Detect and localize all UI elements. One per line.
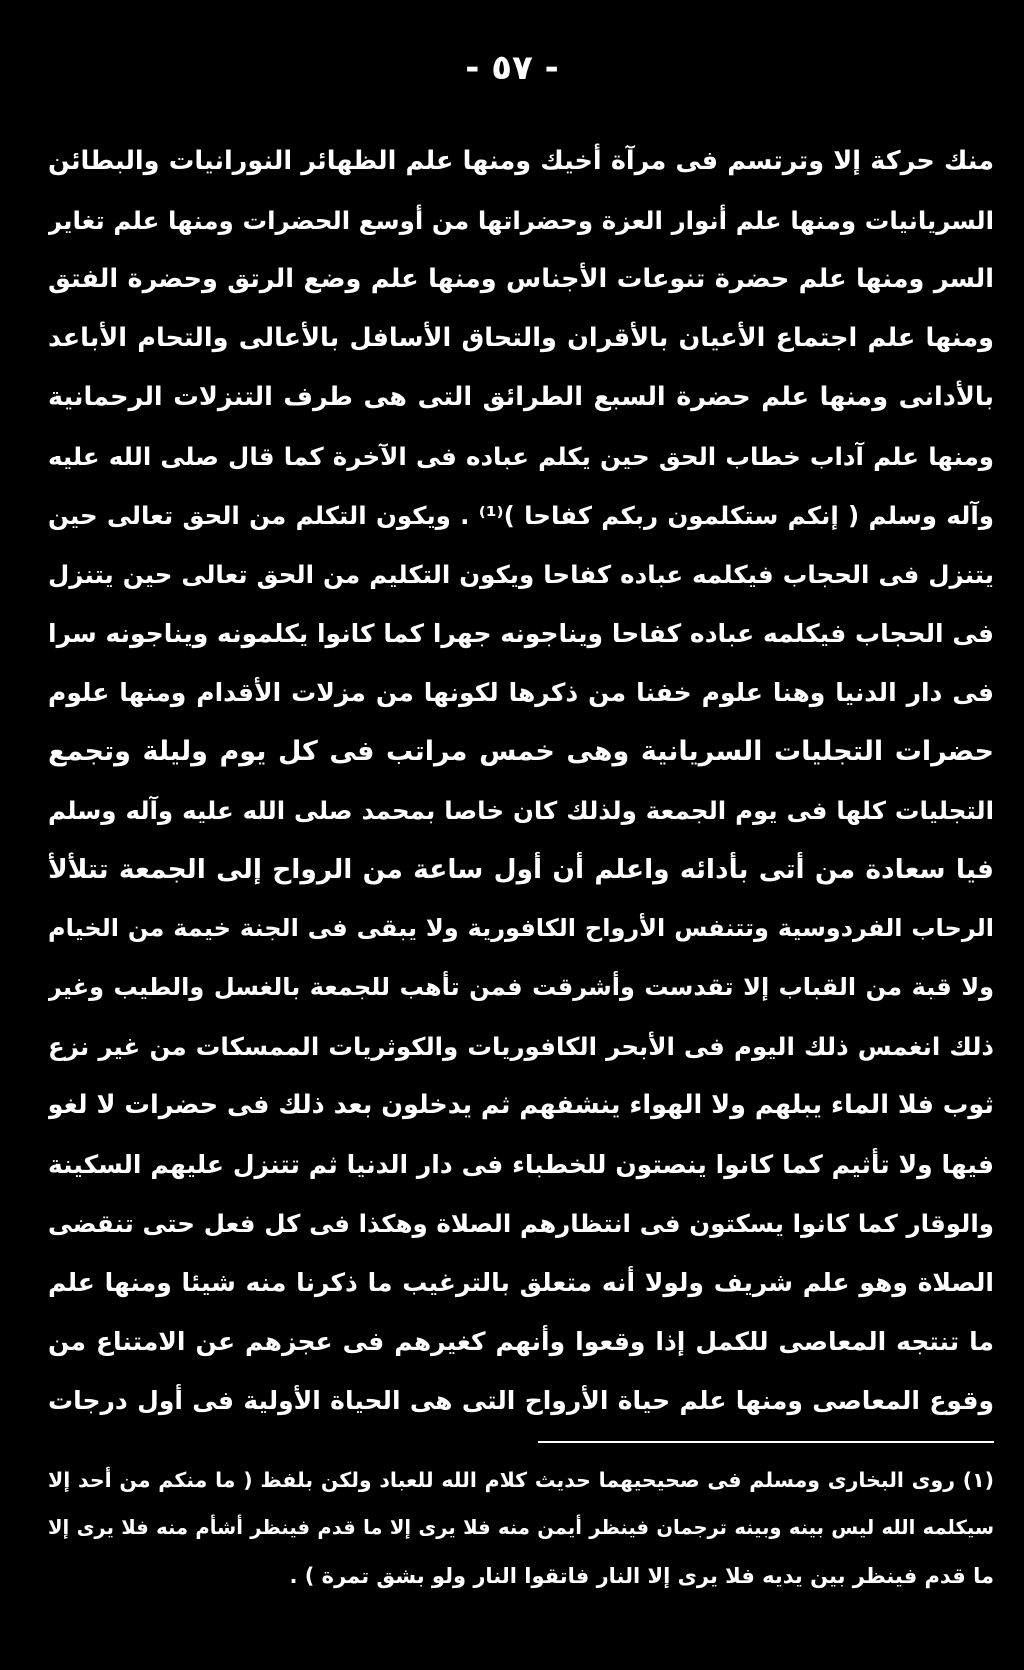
body-line: فى الحجاب فيكلمه عباده كفاحا ويناجونه جهرا كما كانوا يكلمونه ويناجونه سرا [48,619,994,648]
body-line: بالأدانى ومنها علم حضرة السبع الطرائق التى هى طرف التنزلات الرحمانية [48,382,994,412]
page-number: - ٥٧ - [465,48,559,88]
body-line: ومنها علم اجتماع الأعيان بالأقران والتحاق الأسافل بالأعالى والتحام الأباعد [48,323,994,353]
footnote [48,1456,994,1600]
footnote-line: (١) روى البخارى ومسلم فى صحيحيهما حديث كلام الله للعباد ولكن بلفظ ( ما منكم من أحد إلا [48,1468,994,1492]
body-line: السر ومنها علم حضرة تنوعات الأجناس ومنها علم وضع الرتق وحضرة الفتق [48,264,994,294]
body-line: التجليات كلها فى يوم الجمعة ولذلك كان خاصا بمحمد صلى الله عليه وآله وسلم [48,796,994,825]
body-line: والوقار كما كانوا يسكتون فى انتظارهم الصلاة وهكذا فى كل فعل حتى تنقضى [48,1209,994,1238]
body-line: ومنها علم آداب خطاب الحق حين يكلم عباده فى الآخرة كما قال صلى الله عليه [48,442,994,471]
footnote-line: ما قدم فينظر بين يديه فلا يرى إلا النار فاتقوا النار ولو بشق تمرة ) . [289,1564,994,1588]
body-line: حضرات التجليات السريانية وهى خمس مراتب فى كل يوم وليلة وتجمع [48,736,994,767]
body-line: ما تنتجه المعاصى للكمل إذا وقعوا وأنهم كغيرهم فى عجزهم عن الامتناع من [48,1327,994,1356]
body-line: السريانيات ومنها علم أنوار العزة وحضراتها من أوسع الحضرات ومنها علم تغاير [48,206,994,235]
body-text [48,132,994,1430]
body-line: فى دار الدنيا وهنا علوم خفنا من ذكرها لكونها من مزلات الأقدام ومنها علوم [48,678,994,707]
body-line: فيها ولا تأثيم كما كانوا ينصتون للخطباء فى دار الدنيا ثم تتنزل عليهم السكينة [48,1150,994,1179]
body-line: الصلاة وهو علم شريف ولولا أنه متعلق بالترغيب ما ذكرنا منه شيئا ومنها علم [48,1268,994,1297]
body-line: الرحاب الفردوسية وتتنفس الأرواح الكافورية ولا يبقى فى الجنة خيمة من الخيام [48,914,994,942]
body-line: ولا قبة من القباب إلا تقدست وأشرقت فمن تأهب للجمعة بالغسل والطيب وغير [48,973,994,1001]
body-line: وآله وسلم ( إنكم ستكلمون ربكم كفاحا )⁽¹⁾ . ويكون التكلم من الحق تعالى حين [48,501,994,530]
body-line: يتنزل فى الحجاب فيكلمه عباده كفاحا ويكون التكليم من الحق تعالى حين يتنزل [48,560,994,589]
body-line: فيا سعادة من أتى بأدائه واعلم أن أول ساعة من الرواح إلى الجمعة تتلألأ [48,854,994,885]
body-line: ثوب فلا الماء يبلهم ولا الهواء ينشفهم ثم يدخلون بعد ذلك فى حضرات لا لغو [48,1090,994,1120]
body-line: ذلك انغمس ذلك اليوم فى الأبحر الكافوريات والكوثريات الممسكات من غير نزع [48,1032,994,1061]
body-line: وقوع المعاصى ومنها علم حياة الأرواح التى هى الحياة الأولية فى أول درجات [48,1386,994,1415]
footnote-divider [538,1441,994,1443]
body-line: منك حركة إلا وترتسم فى مرآة أخيك ومنها علم الظهائر النورانيات والبطائن [48,146,994,176]
footnote-line: سيكلمه الله ليس بينه وبينه ترجمان فينظر أيمن منه فلا يرى إلا ما قدم فينظر أشأم منه فلا يرى إلا [48,1516,994,1539]
